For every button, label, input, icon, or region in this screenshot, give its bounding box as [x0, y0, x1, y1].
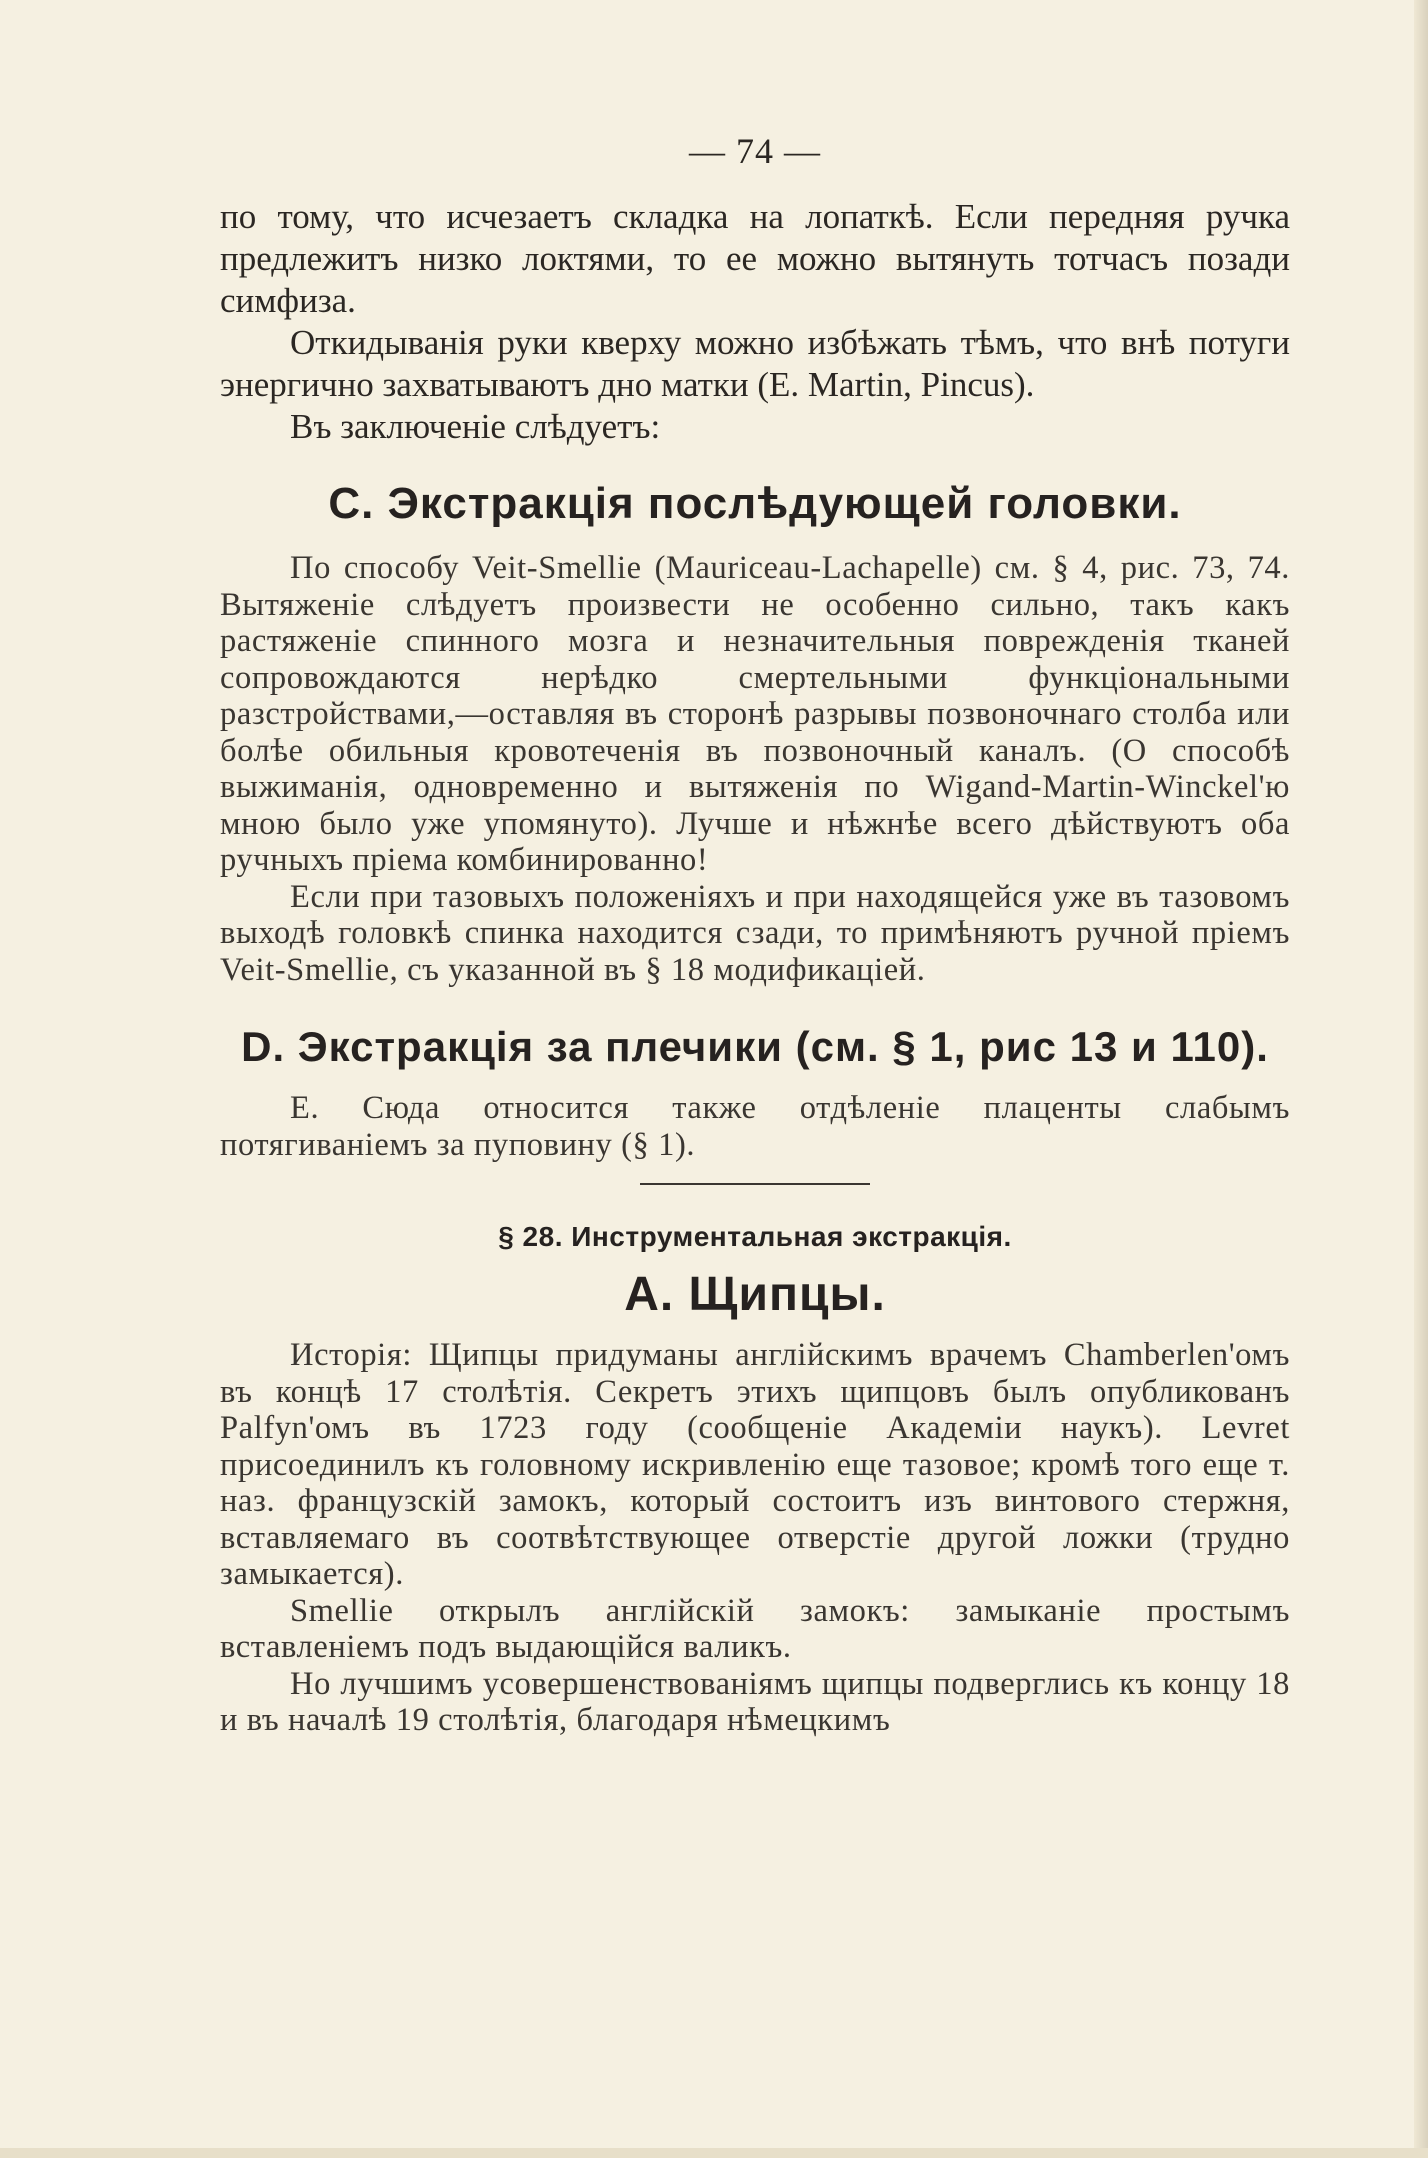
heading-a-forceps: A. Щипцы. [624, 1268, 886, 1321]
heading-d-extraction-shoulders: D. Экстракція за плечики (см. § 1, рис 13 и 110). [241, 1023, 1269, 1070]
paragraph-top-2: Откидыванія руки кверху можно избѣжать тѣмъ, что внѣ потуги энергично захватываютъ дно матки (E. Martin, Pincus). [220, 323, 1290, 404]
section-c-paragraph-2: Если при тазовыхъ положеніяхъ и при находящейся уже въ тазовомъ выходѣ головкѣ спинка находится сзади, то примѣняютъ ручной пріемъ Veit-Smellie, съ указанной въ § 18 модификаціей. [220, 878, 1290, 988]
section-a-body [220, 1337, 1290, 1739]
section-a-paragraph-3: Но лучшимъ усовершенствованіямъ щипцы подверглись къ концу 18 и въ началѣ 19 столѣтія, благодаря нѣмецкимъ [220, 1665, 1290, 1738]
section-c-body [220, 550, 1290, 988]
page-bottom-edge [0, 2148, 1428, 2158]
section-d-paragraph: E. Сюда относится также отдѣленіе плаценты слабымъ потягиваніемъ за пуповину (§ 1). [220, 1090, 1290, 1163]
page-edge-shadow [1414, 0, 1428, 2158]
paragraph-top-3: Въ заключеніе слѣдуетъ: [290, 407, 661, 446]
section-divider [640, 1183, 870, 1185]
section-d-body [220, 1090, 1290, 1163]
heading-c-extraction-head: C. Экстракція послѣдующей головки. [328, 479, 1182, 528]
section-a-paragraph-2: Smellie открылъ англійскій замокъ: замыканіе простымъ вставленіемъ подъ выдающійся валикъ. [220, 1592, 1290, 1665]
section-28-title: § 28. Инструментальная экстракція. [498, 1221, 1012, 1252]
text-column [220, 130, 1290, 1739]
section-a-paragraph-1: Исторія: Щипцы придуманы англійскимъ врачемъ Chamberlen'омъ въ концѣ 17 столѣтія. Секретъ этихъ щипцовъ былъ опубликованъ Palfyn'омъ въ 1723 году (сообщеніе Академіи наукъ). Levret присоединилъ къ головному искривленію еще тазовое; кромѣ того еще т. наз. французскій замокъ, который состоитъ изъ винтового стержня, вставляемаго въ соотвѣтствующее отверстіе другой ложки (трудно замыкается). [220, 1337, 1290, 1592]
paragraph-top-1: по тому, что исчезаетъ складка на лопаткѣ. Если передняя ручка предлежитъ низко локтями, то ее можно вытянуть тотчасъ позади симфиза. [220, 197, 1290, 320]
page-number: — 74 — [689, 131, 821, 171]
section-c-paragraph-1: По способу Veit-Smellie (Mauriceau-Lachapelle) см. § 4, рис. 73, 74. Вытяженіе слѣдуетъ произвести не особенно сильно, такъ какъ растяженіе спинного мозга и незначительныя поврежденія тканей сопровождаются нерѣдко смертельными функціональными разстройствами,—оставляя въ сторонѣ разрывы позвоночнаго столба или болѣе обильныя кровотеченія въ позвоночный каналъ. (О способѣ выжиманія, одновременно и вытяженія по Wigand-Martin-Winckel'ю мною было уже упомянуто). Лучше и нѣжнѣе всего дѣйствуютъ оба ручныхъ пріема комбинированно! [220, 550, 1290, 878]
